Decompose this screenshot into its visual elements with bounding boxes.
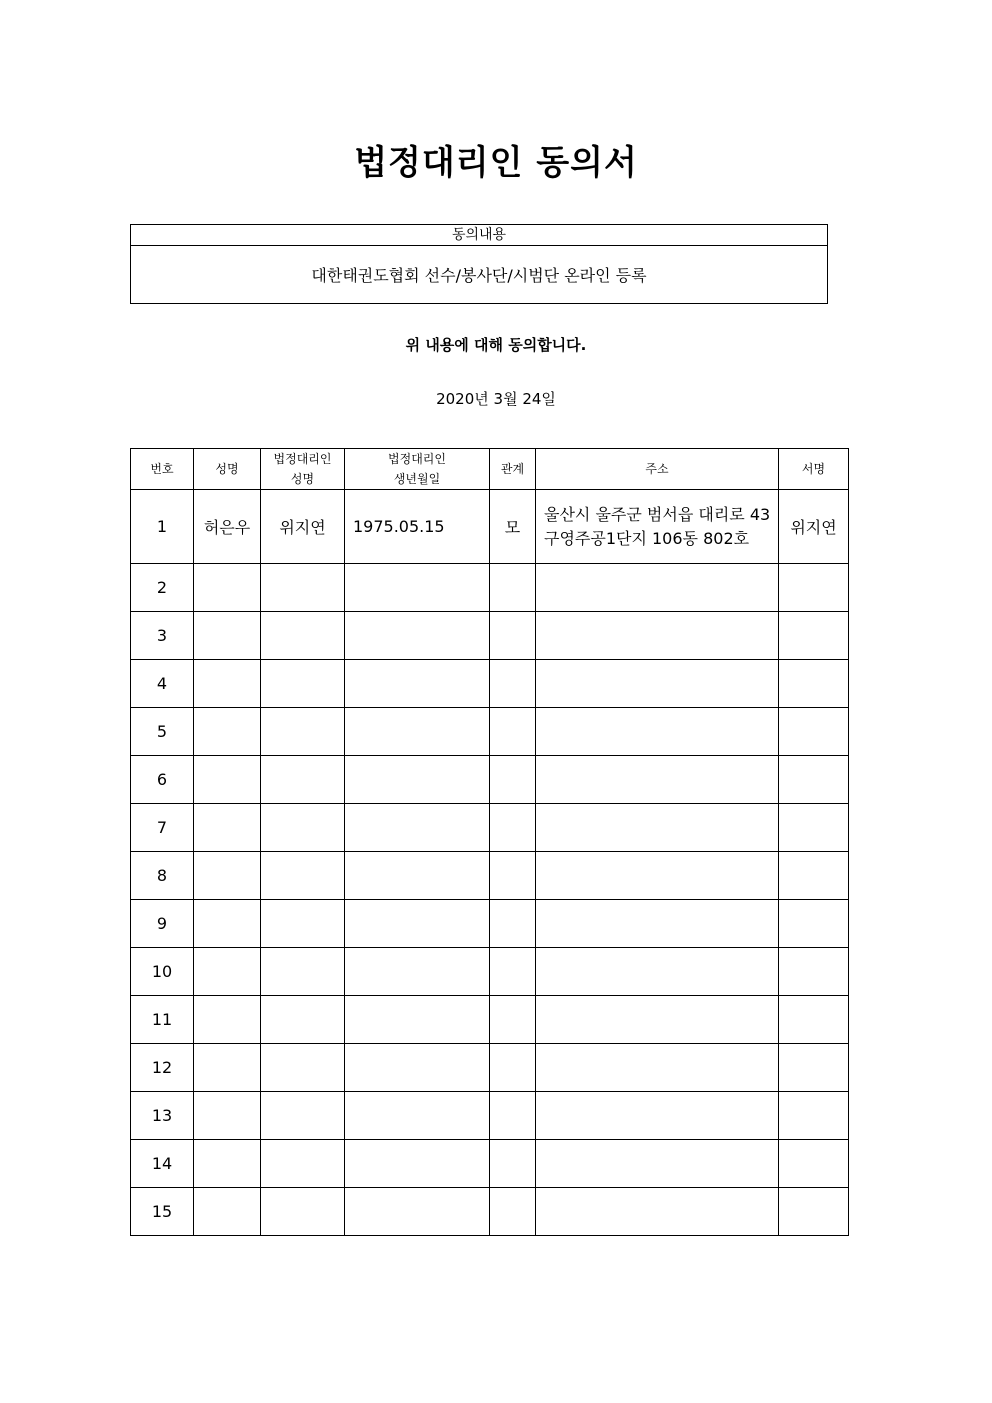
cell-name: [194, 756, 261, 804]
document-date: 2020년 3월 24일: [436, 390, 556, 408]
cell-address: [536, 852, 779, 900]
cell-name: [194, 564, 261, 612]
cell-guardian-name: [261, 1092, 345, 1140]
cell-relation: [490, 996, 536, 1044]
cell-name: [194, 1092, 261, 1140]
cell-relation: [490, 1044, 536, 1092]
cell-guardian-dob: [345, 804, 490, 852]
header-address: 주소: [536, 449, 779, 490]
cell-name: [194, 612, 261, 660]
cell-name: [194, 804, 261, 852]
cell-address: [536, 708, 779, 756]
consent-box: [130, 224, 828, 304]
table-row: [131, 1044, 849, 1092]
cell-no: 10: [131, 948, 194, 996]
cell-relation: [490, 1092, 536, 1140]
cell-guardian-name: [261, 900, 345, 948]
cell-guardian-name: [261, 708, 345, 756]
cell-guardian-dob: [345, 660, 490, 708]
cell-guardian-name: [261, 948, 345, 996]
table-row: [131, 852, 849, 900]
table-row: [131, 660, 849, 708]
cell-signature: [779, 1044, 849, 1092]
cell-address: [536, 996, 779, 1044]
cell-guardian-name: [261, 996, 345, 1044]
cell-no: 5: [131, 708, 194, 756]
cell-signature: [779, 708, 849, 756]
cell-no: 7: [131, 804, 194, 852]
cell-guardian-name: [261, 564, 345, 612]
table-row: [131, 1092, 849, 1140]
cell-signature: [779, 948, 849, 996]
cell-name: [194, 852, 261, 900]
cell-guardian-name: 위지연: [261, 490, 345, 564]
cell-relation: [490, 948, 536, 996]
cell-guardian-dob: [345, 564, 490, 612]
cell-guardian-dob: [345, 1140, 490, 1188]
consent-content: 대한태권도협회 선수/봉사단/시범단 온라인 등록: [311, 266, 647, 285]
cell-guardian-dob: [345, 852, 490, 900]
cell-no: 14: [131, 1140, 194, 1188]
table-row: [131, 564, 849, 612]
table-row: [131, 756, 849, 804]
cell-relation: [490, 1140, 536, 1188]
cell-signature: [779, 612, 849, 660]
cell-guardian-dob: [345, 756, 490, 804]
cell-no: 15: [131, 1188, 194, 1236]
cell-guardian-dob: [345, 900, 490, 948]
cell-signature: [779, 1092, 849, 1140]
table-row: [131, 708, 849, 756]
consent-header: 동의내용: [131, 225, 827, 246]
cell-guardian-dob: [345, 996, 490, 1044]
cell-guardian-dob: 1975.05.15: [345, 490, 490, 564]
table-row: [131, 804, 849, 852]
table-row: [131, 490, 849, 564]
cell-name: [194, 660, 261, 708]
table-row: [131, 996, 849, 1044]
table-row: [131, 612, 849, 660]
cell-address: [536, 900, 779, 948]
cell-signature: [779, 660, 849, 708]
cell-no: 12: [131, 1044, 194, 1092]
cell-no: 6: [131, 756, 194, 804]
header-signature: 서명: [779, 449, 849, 490]
cell-relation: [490, 1188, 536, 1236]
cell-relation: [490, 804, 536, 852]
header-guardian-name-line2: 성명: [290, 472, 315, 486]
cell-guardian-dob: [345, 948, 490, 996]
header-guardian-dob-line2: 생년월일: [393, 472, 441, 486]
header-guardian-name: [261, 449, 345, 490]
table-body: [131, 490, 849, 1236]
cell-guardian-name: [261, 756, 345, 804]
cell-address: [536, 564, 779, 612]
cell-address: [536, 612, 779, 660]
guardian-table: [130, 448, 849, 1236]
cell-name: [194, 996, 261, 1044]
table-row: [131, 1140, 849, 1188]
cell-no: 13: [131, 1092, 194, 1140]
cell-name: [194, 900, 261, 948]
cell-address: 울산시 울주군 범서읍 대리로 43 구영주공1단지 106동 802호: [536, 490, 779, 564]
cell-guardian-dob: [345, 1044, 490, 1092]
cell-no: 4: [131, 660, 194, 708]
cell-signature: [779, 756, 849, 804]
cell-name: 허은우: [194, 490, 261, 564]
cell-guardian-dob: [345, 708, 490, 756]
cell-no: 3: [131, 612, 194, 660]
cell-guardian-name: [261, 1140, 345, 1188]
cell-relation: [490, 612, 536, 660]
cell-address: [536, 756, 779, 804]
table-row: [131, 948, 849, 996]
cell-guardian-dob: [345, 1188, 490, 1236]
cell-relation: [490, 564, 536, 612]
header-relation: 관계: [490, 449, 536, 490]
cell-no: 2: [131, 564, 194, 612]
cell-address: [536, 1092, 779, 1140]
cell-no: 8: [131, 852, 194, 900]
cell-no: 1: [131, 490, 194, 564]
cell-signature: [779, 564, 849, 612]
cell-signature: [779, 804, 849, 852]
header-guardian-name-line1: 법정대리인: [273, 452, 332, 466]
cell-name: [194, 1044, 261, 1092]
cell-address: [536, 804, 779, 852]
cell-signature: [779, 1188, 849, 1236]
cell-address: [536, 1140, 779, 1188]
cell-guardian-name: [261, 852, 345, 900]
cell-name: [194, 708, 261, 756]
cell-signature: 위지연: [779, 490, 849, 564]
cell-relation: [490, 708, 536, 756]
cell-relation: [490, 900, 536, 948]
cell-relation: [490, 756, 536, 804]
cell-no: 9: [131, 900, 194, 948]
cell-guardian-name: [261, 804, 345, 852]
cell-address: [536, 1044, 779, 1092]
cell-signature: [779, 1140, 849, 1188]
cell-guardian-dob: [345, 612, 490, 660]
cell-relation: [490, 660, 536, 708]
cell-name: [194, 948, 261, 996]
cell-guardian-name: [261, 660, 345, 708]
cell-name: [194, 1188, 261, 1236]
cell-address: [536, 660, 779, 708]
cell-relation: [490, 852, 536, 900]
cell-signature: [779, 996, 849, 1044]
cell-no: 11: [131, 996, 194, 1044]
table-row: [131, 900, 849, 948]
cell-address: [536, 948, 779, 996]
table-header-row: [131, 449, 849, 490]
cell-guardian-name: [261, 1044, 345, 1092]
document-title: 법정대리인 동의서: [354, 143, 638, 183]
cell-signature: [779, 900, 849, 948]
cell-guardian-name: [261, 612, 345, 660]
header-name: 성명: [194, 449, 261, 490]
cell-guardian-dob: [345, 1092, 490, 1140]
header-no: 번호: [131, 449, 194, 490]
agreement-statement: 위 내용에 대해 동의합니다.: [405, 336, 587, 354]
cell-name: [194, 1140, 261, 1188]
header-guardian-dob: [345, 449, 490, 490]
table-row: [131, 1188, 849, 1236]
header-guardian-dob-line1: 법정대리인: [388, 452, 446, 466]
cell-relation: 모: [490, 490, 536, 564]
cell-guardian-name: [261, 1188, 345, 1236]
cell-signature: [779, 852, 849, 900]
cell-address: [536, 1188, 779, 1236]
